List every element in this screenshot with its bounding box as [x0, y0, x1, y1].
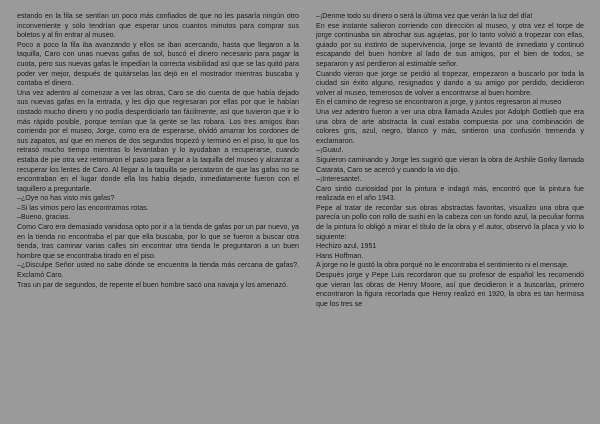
paragraph: Caro sintió curiosidad por la pintura e indagó más, encontró que la pintura fue realizada en el año 1943. [316, 184, 584, 203]
left-page [17, 12, 299, 424]
paragraph: Como Caro era demasiado vanidosa opto por ir a la tienda de gafas por un par nuevo, ya en la tienda no encontraba el par que ella buscaba, por lo que se fueron a buscar otra tienda, tras caminar varias calles sin encontrar otra tienda le preguntaron a un buen hombre que se encontraba tirado en el piso. [17, 223, 299, 260]
paragraph: En el camino de regreso se encontraron a jorge, y juntos regresaron al museo [316, 98, 562, 107]
paragraph: Siguieron caminando y Jorge les sugirió que vieran la obra de Arshile Gorky llamada Catarata, Caro se acercó y cuando la vio dijo. [316, 155, 584, 174]
paragraph: estando en la fila se sentían un poco más confiados de que no les pasaría ningún otro inconveniente y sólo tendrían que esperar unos cuantos minutos para comprar sus boletos y al fin entrar al museo. [17, 12, 299, 40]
paragraph: Cuando vieron que jorge se perdió al tropezar, empezaron a buscarlo por toda la ciudad sin éxito alguno, resignados y dando a su amigo por perdido, decidieron volver al museo, temerosos de volver a encontrarse al buen hombre. [316, 69, 584, 97]
dialogue-line: –¿Disculpe Señor usted no sabe dónde se encuentra la tienda más cercana de gafas?. Exclamó Caro. [17, 261, 299, 280]
paragraph: Después jorge y Pepe Luis recordaron que su profesor de español les recomendó que vieran las obras de Henry Moore, así que decidieron ir a buscarlas, primero encontraron la figura recortada que Henry realizó en 1920, la obra es tan hermosa que los tres se [316, 271, 584, 308]
dialogue-line: –¿Oye no has visto mis gafas? [17, 194, 115, 203]
dialogue-line: –Si las vimos pero las encontramos rotas. [17, 203, 149, 212]
dialogue-line: –¡Interesante!. [316, 175, 362, 184]
artwork-title: Hechizo azul, 1951 [316, 242, 377, 251]
paragraph: En ese instante salieron corriendo con dirección al museo, y otra vez el torpe de jorge continuaba sin abrochar sus agujetas, por lo tanto volvió a tropezar con ellas, guiado por su instinto de supervivencia, jorge se levantó de inmediato y continuó escapando del buen hombre al lado de sus amigos, por el bien de todos, se separaron y así perdieron al estimable señor. [316, 21, 584, 68]
paragraph: Una vez adentro al comenzar a ver las obras, Caro se dio cuenta de que había dejado sus nuevas gafas en la entrada, y les dijo que regresaran por ellas por que le habían costado mucho dinero y no podía desperdiciarlo tan fácilmente, así que tuvieron que ir lo más rápido posible, porque temían que la gente se las robara. Los tres amigos iban corriendo por el museo, Jorge, como era de esperarse, olvidó amarrar los cordones de sus zapatos, así que en menos de dos segundos tropezó y terminó en el piso, lo que los retrasó mucho tiempo mientras lo levantaban y lo ayudaban a recuperarse, cuando estaba de pie otra vez retomaron el paso para llegar a la taquilla del museo y alcanzar a recuperar los lentes de Caro. Al llegar a la taquilla se percataron de que las gafas no se encontraban en el lugar donde ella los había dejado, inmediatamente fueron con el taquillero a preguntarle. [17, 88, 299, 193]
paragraph: Pepe al tratar de recordar sus obras abstractas favoritas, visualizo una obra que parecía un pollo con rollo de sushi en la cabeza con un fondo azul, la peculiar forma de la pintura lo obligó a mirar el título de la obra y el autor, observó la placa y vio lo siguiente: [316, 203, 584, 241]
paragraph: Tras un par de segundos, de repente el buen hombre sacó una navaja y los amenazó. [17, 280, 289, 289]
artwork-author: Hans Hoffman. [316, 251, 364, 260]
paragraph: Poco a poco la fila iba avanzando y ellos se iban acercando, hasta que llegaron a la taquilla, Caro con unas nuevas gafas de sol, buscó el dinero necesario para pagar la cuota, pero sus nuevas gafas le impedían la correcta visibilidad así que se las quitó para poder ver mejor, después de quitárselas las dejó en el mostrador mientras buscaba y contaba el dinero. [17, 40, 299, 88]
dialogue-line: –Bueno, gracias. [17, 213, 71, 222]
paragraph: A jorge no le gustó la obra porqué no le encontraba el sentimiento ni el mensaje. [316, 261, 569, 270]
paragraph: Una vez adentro fueron a ver una obra llamada Azules por Adolph Gottlieb que era una obra de arte abstracta la cual estaba compuesta por una combinación de colores gris, azul, negro, blanco y más, sintieron una confusión tremenda y exclamaron. [316, 107, 584, 145]
right-page [316, 12, 584, 424]
dialogue-line: –¡Denme todo su dinero o será la última vez que verán la luz del día! [316, 12, 533, 20]
dialogue-line: –¡Guau!. [316, 146, 344, 155]
